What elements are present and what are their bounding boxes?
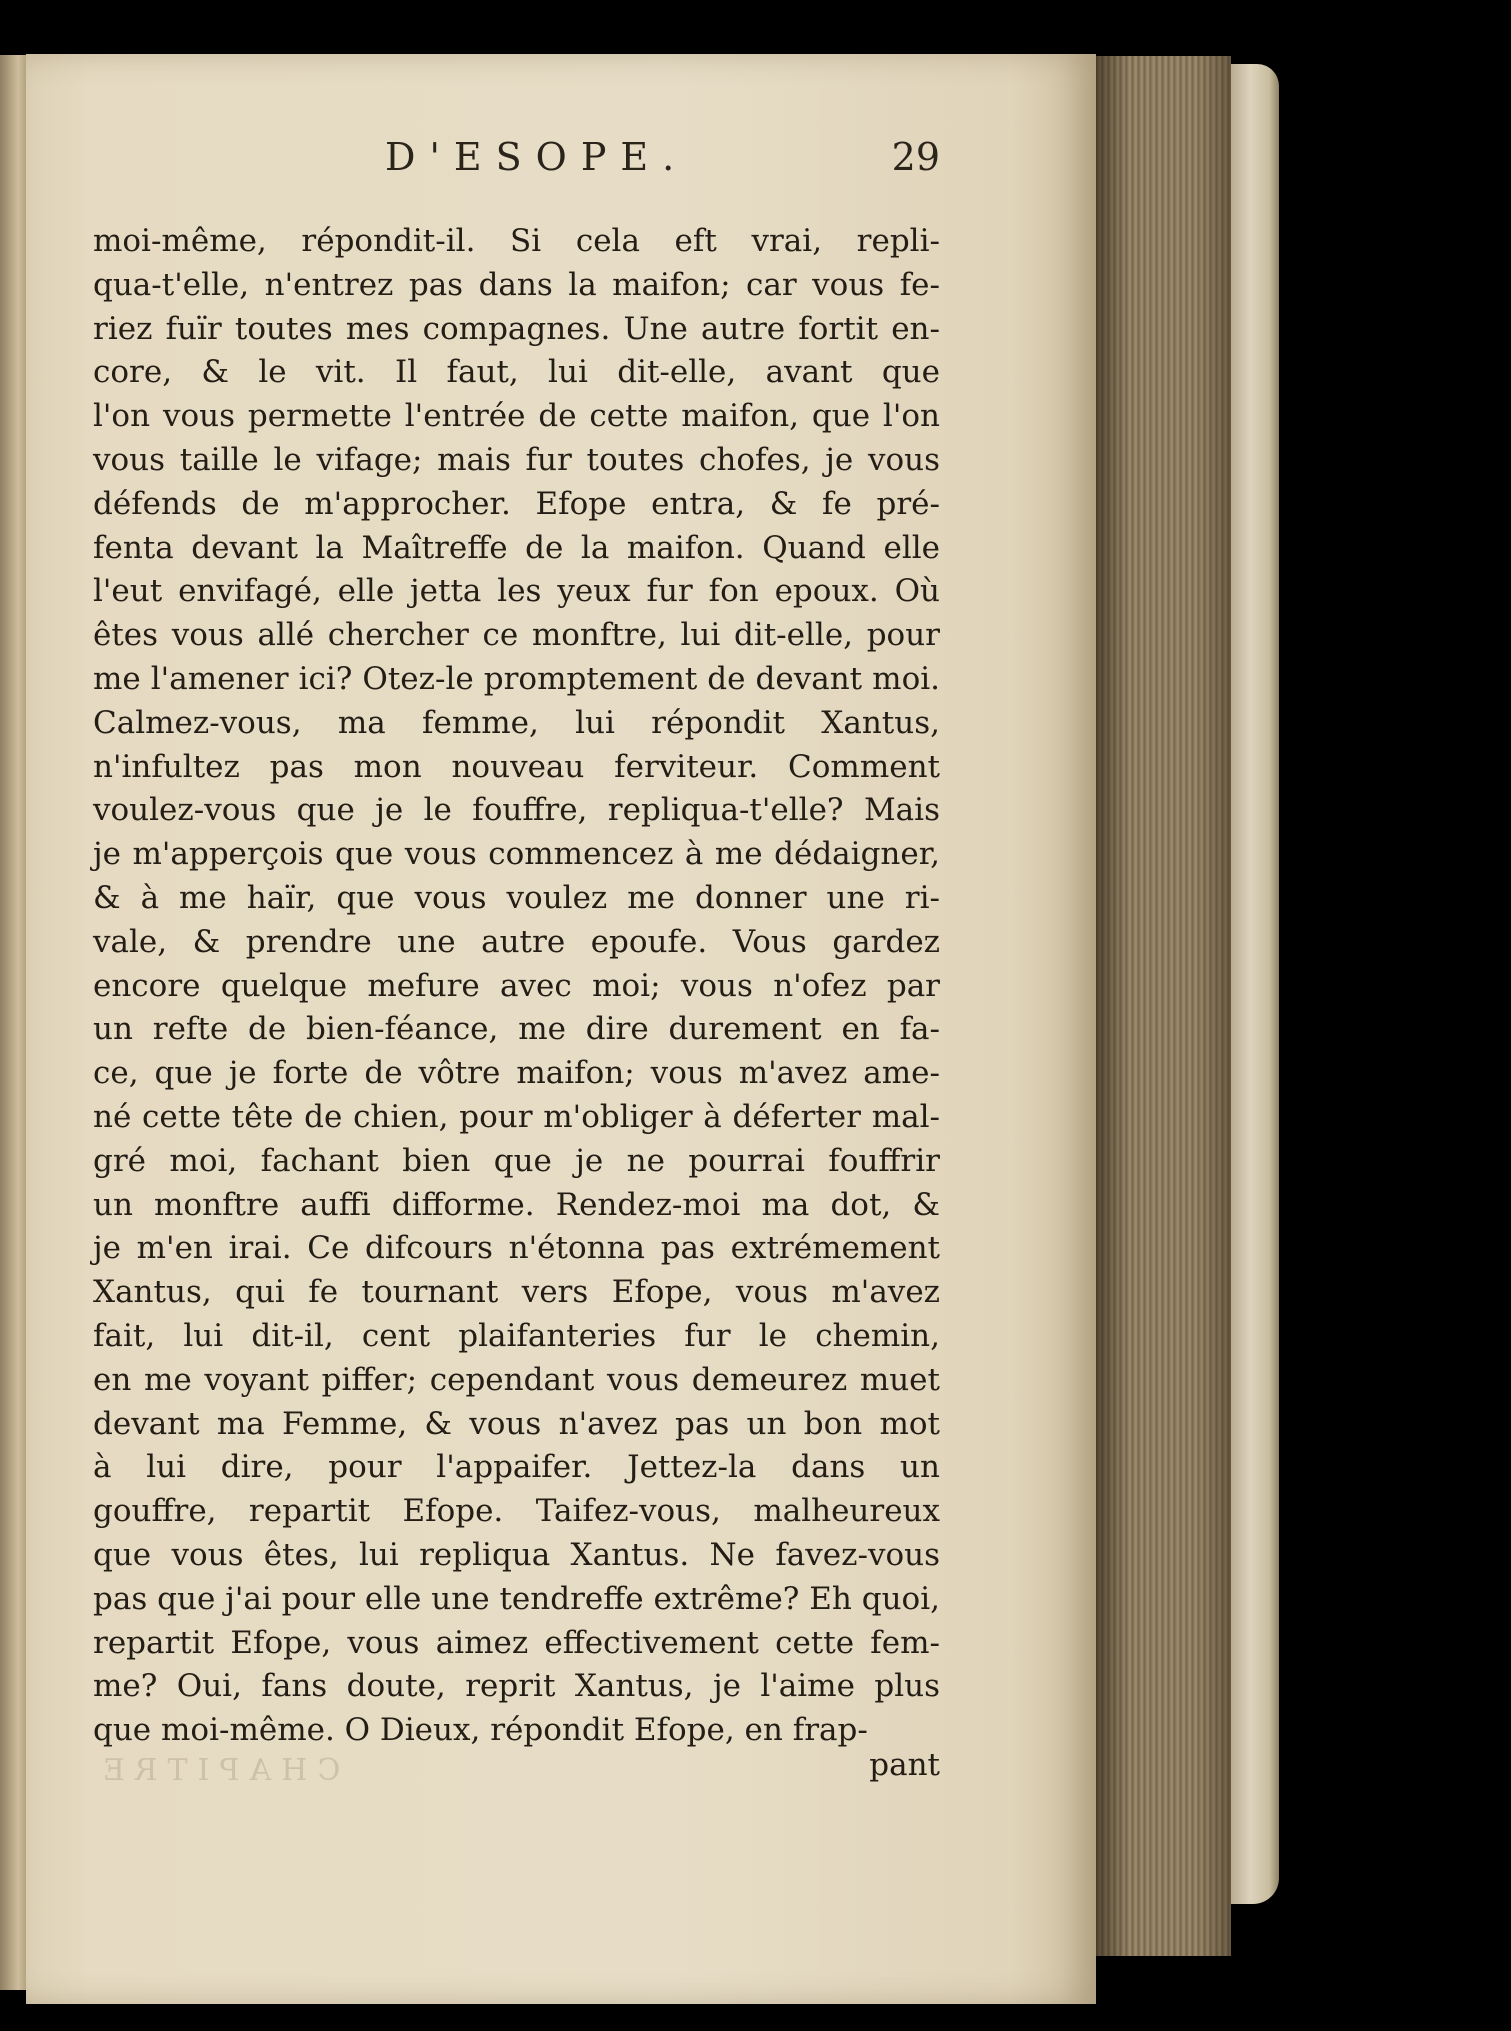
- text-line: encore quelque mefure avec moi; vous n'ofez par: [93, 967, 940, 1004]
- running-head: D'ESOPE.: [385, 135, 689, 179]
- text-line: Xantus, qui fe tournant vers Efope, vous m'avez: [93, 1274, 940, 1311]
- text-line: je m'en irai. Ce difcours n'étonna pas extrémement: [93, 1230, 940, 1267]
- body-text: [93, 220, 940, 1753]
- text-line: ce, que je forte de vôtre maifon; vous m'avez ame-: [93, 1055, 940, 1092]
- text-line: en me voyant piffer; cependant vous demeurez muet: [93, 1361, 940, 1398]
- text-line: qua-t'elle, n'entrez pas dans la maifon; car vous fe-: [93, 266, 940, 303]
- text-line: que vous êtes, lui repliqua Xantus. Ne favez-vous: [93, 1536, 940, 1573]
- text-line: gré moi, fachant bien que je ne pourrai fouffrir: [93, 1142, 940, 1179]
- text-line: & à me haïr, que vous voulez me donner une ri-: [93, 879, 940, 916]
- text-line: défends de m'approcher. Efope entra, & fe pré-: [93, 485, 940, 522]
- page-edges-shadow: [1096, 56, 1231, 1956]
- text-line: né cette tête de chien, pour m'obliger à déferter mal-: [93, 1098, 940, 1135]
- text-line: pas que j'ai pour elle une tendreffe extrême? Eh quoi,: [93, 1580, 940, 1617]
- catchword-row: [93, 1747, 940, 1791]
- text-line: repartit Efope, vous aimez effectivement cette fem-: [93, 1624, 940, 1661]
- text-line: me? Oui, fans doute, reprit Xantus, je l'aime plus: [93, 1668, 940, 1705]
- text-line: core, & le vit. Il faut, lui dit-elle, avant que: [93, 354, 940, 391]
- text-line: fenta devant la Maîtreffe de la maifon. Quand elle: [93, 529, 940, 566]
- book-cover-edge: [1231, 64, 1279, 1904]
- text-line: vous taille le vifage; mais fur toutes chofes, je vous: [93, 441, 940, 478]
- text-line: fait, lui dit-il, cent plaifanteries fur le chemin,: [93, 1317, 940, 1354]
- text-line: l'eut envifagé, elle jetta les yeux fur fon epoux. Où: [93, 573, 940, 610]
- page-header: [90, 135, 940, 195]
- text-line: voulez-vous que je le fouffre, repliqua-t'elle? Mais: [93, 792, 940, 829]
- text-line: à lui dire, pour l'appaifer. Jettez-la dans un: [93, 1449, 940, 1486]
- page-number: 29: [891, 135, 940, 179]
- left-page-edge: [0, 55, 26, 1990]
- text-line: êtes vous allé chercher ce monftre, lui dit-elle, pour: [93, 617, 940, 654]
- text-line: gouffre, repartit Efope. Taifez-vous, malheureux: [93, 1493, 940, 1530]
- text-line: vale, & prendre une autre epoufe. Vous gardez: [93, 923, 940, 960]
- text-line: Calmez-vous, ma femme, lui répondit Xantus,: [93, 704, 940, 741]
- catchword: pant: [869, 1747, 940, 1783]
- text-line: l'on vous permette l'entrée de cette maifon, que l'on: [93, 398, 940, 435]
- text-line: me l'amener ici? Otez-le promptement de devant moi.: [93, 660, 940, 697]
- text-line: devant ma Femme, & vous n'avez pas un bon mot: [93, 1405, 940, 1442]
- text-line: je m'apperçois que vous commencez à me dédaigner,: [93, 836, 940, 873]
- text-line: un refte de bien-féance, me dire durement en fa-: [93, 1011, 940, 1048]
- text-line: n'infultez pas mon nouveau ferviteur. Comment: [93, 748, 940, 785]
- text-line: que moi-même. O Dieux, répondit Efope, en frap-: [93, 1712, 868, 1749]
- text-line: riez fuïr toutes mes compagnes. Une autre fortit en-: [93, 310, 940, 347]
- bleed-through-text: CHAPITRE: [93, 1753, 341, 1788]
- text-line: un monftre auffi difforme. Rendez-moi ma dot, &: [93, 1186, 940, 1223]
- text-line: moi-même, répondit-il. Si cela eft vrai, repli-: [93, 223, 940, 259]
